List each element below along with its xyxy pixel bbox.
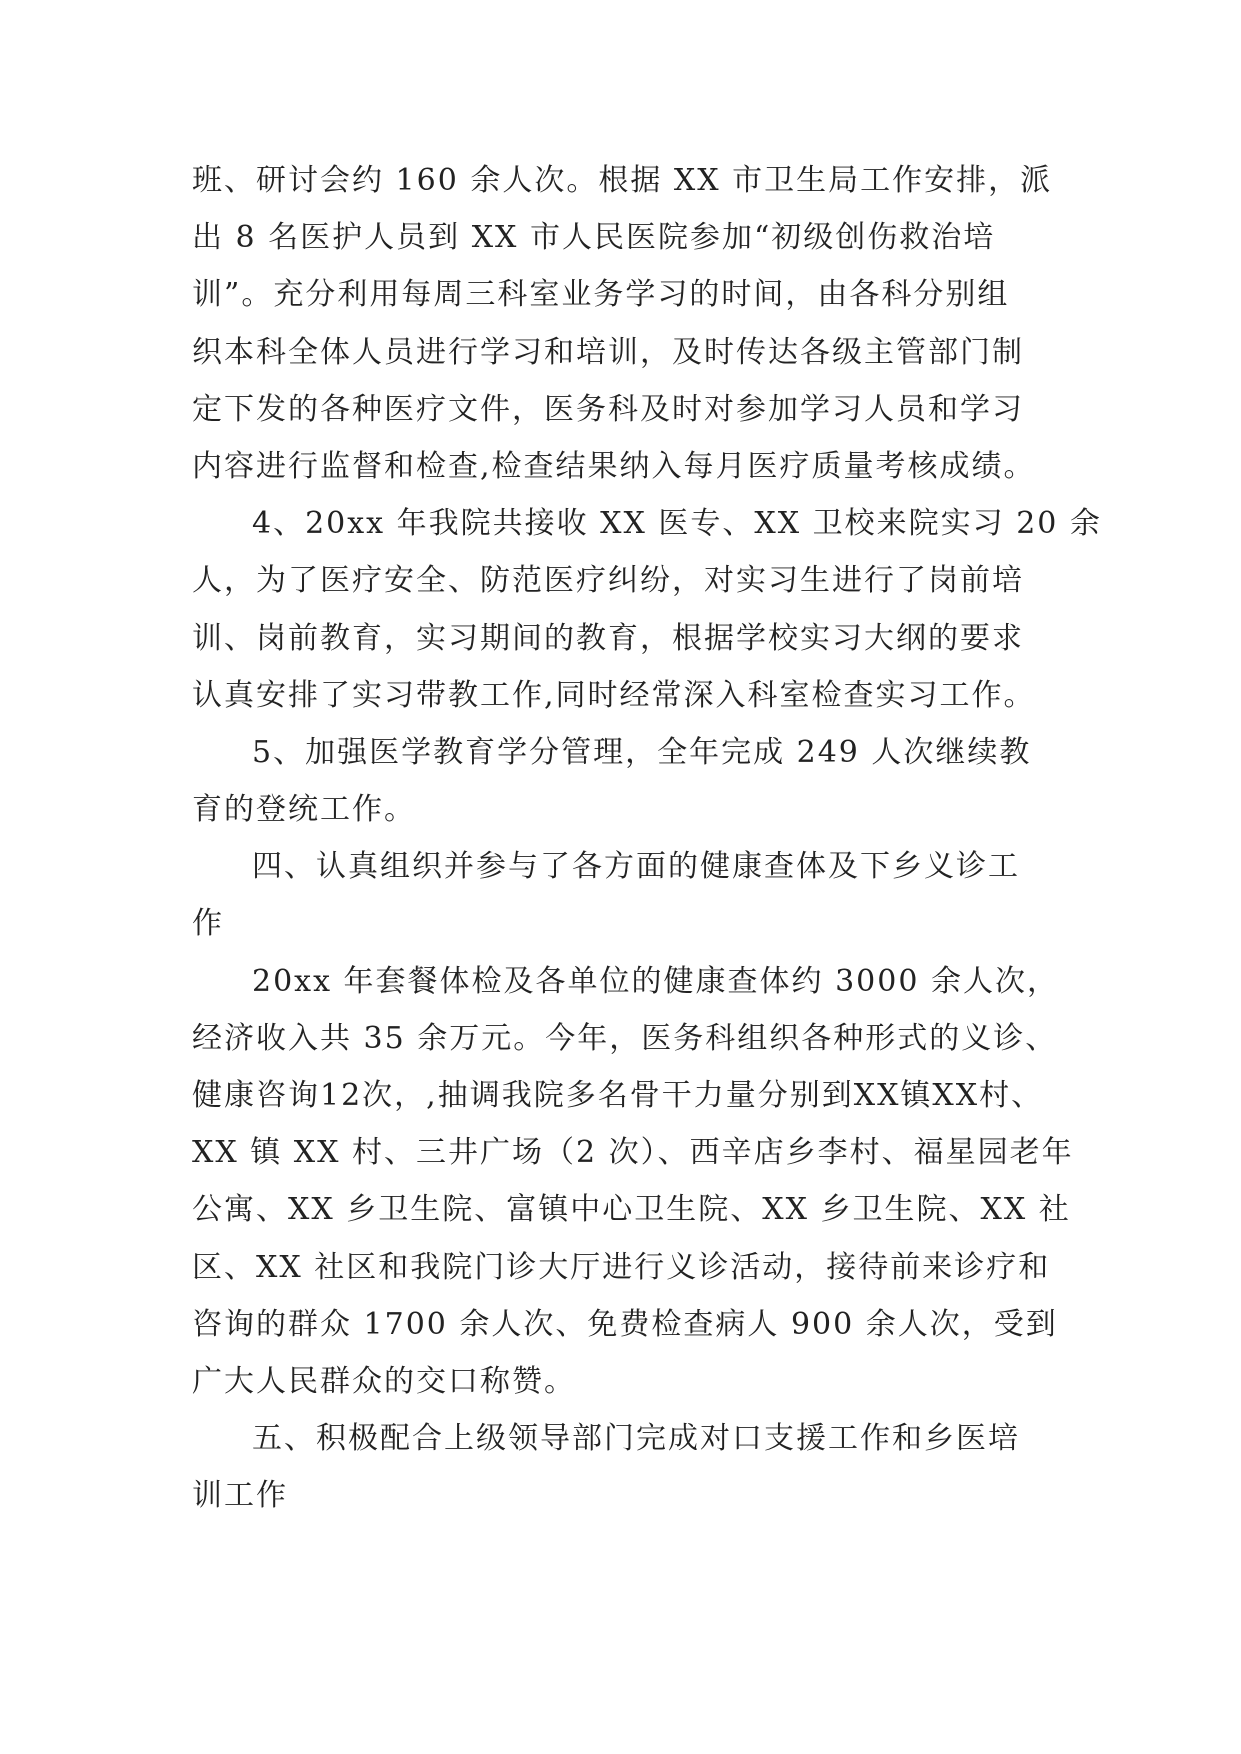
paragraph-start-line: 5、加强医学教育学分管理，全年完成 249 人次继续教 (252, 734, 1032, 770)
text-line: 班、研讨会约 160 余人次。根据 XX 市卫生局工作安排，派 (192, 163, 1053, 198)
text-line: 公寓、XX 乡卫生院、富镇中心卫生院、XX 乡卫生院、XX 社 (192, 1192, 1071, 1228)
document-body (192, 152, 1102, 1525)
section-heading-line: 五、积极配合上级领导部门完成对口支援工作和乡医培 (252, 1421, 1020, 1457)
paragraph-start-line: 4、20xx 年我院共接收 XX 医专、XX 卫校来院实习 20 余 (252, 506, 1102, 542)
text-line: 人，为了医疗安全、防范医疗纠纷，对实习生进行了岗前培 (192, 563, 1024, 599)
text-line: 出 8 名医护人员到 XX 市人民医院参加“初级创伤救治培 (192, 220, 996, 256)
section-heading-line: 训工作 (192, 1478, 288, 1514)
text-line: 健康咨询12次，,抽调我院多名骨干力量分别到XX镇XX村、 (192, 1078, 1044, 1113)
section-heading-line: 四、认真组织并参与了各方面的健康查体及下乡义诊工 (252, 849, 1020, 885)
section-heading-line: 作 (192, 906, 224, 942)
text-line: 训”。充分利用每周三科室业务学习的时间，由各科分别组 (192, 277, 1010, 313)
text-line: XX 镇 XX 村、三井广场（2 次）、西辛店乡李村、福星园老年 (192, 1135, 1074, 1171)
text-line: 育的登统工作。 (192, 792, 416, 828)
text-line: 织本科全体人员进行学习和培训，及时传达各级主管部门制 (192, 334, 1024, 370)
text-line: 区、XX 社区和我院门诊大厅进行义诊活动，接待前来诊疗和 (192, 1249, 1051, 1285)
paragraph-start-line: 20xx 年套餐体检及各单位的健康查体约 3000 余人次， (252, 963, 1059, 999)
text-line: 经济收入共 35 余万元。今年，医务科组织各种形式的义诊、 (192, 1020, 1058, 1056)
text-line: 定下发的各种医疗文件，医务科及时对参加学习人员和学习 (192, 391, 1024, 427)
text-line: 认真安排了实习带教工作,同时经常深入科室检查实习工作。 (192, 677, 1036, 713)
text-line: 内容进行监督和检查,检查结果纳入每月医疗质量考核成绩。 (192, 448, 1036, 484)
text-line: 咨询的群众 1700 余人次、免费检查病人 900 余人次，受到 (192, 1306, 1058, 1342)
text-line: 训、岗前教育，实习期间的教育，根据学校实习大纲的要求 (192, 620, 1024, 656)
text-line: 广大人民群众的交口称赞。 (192, 1363, 576, 1399)
